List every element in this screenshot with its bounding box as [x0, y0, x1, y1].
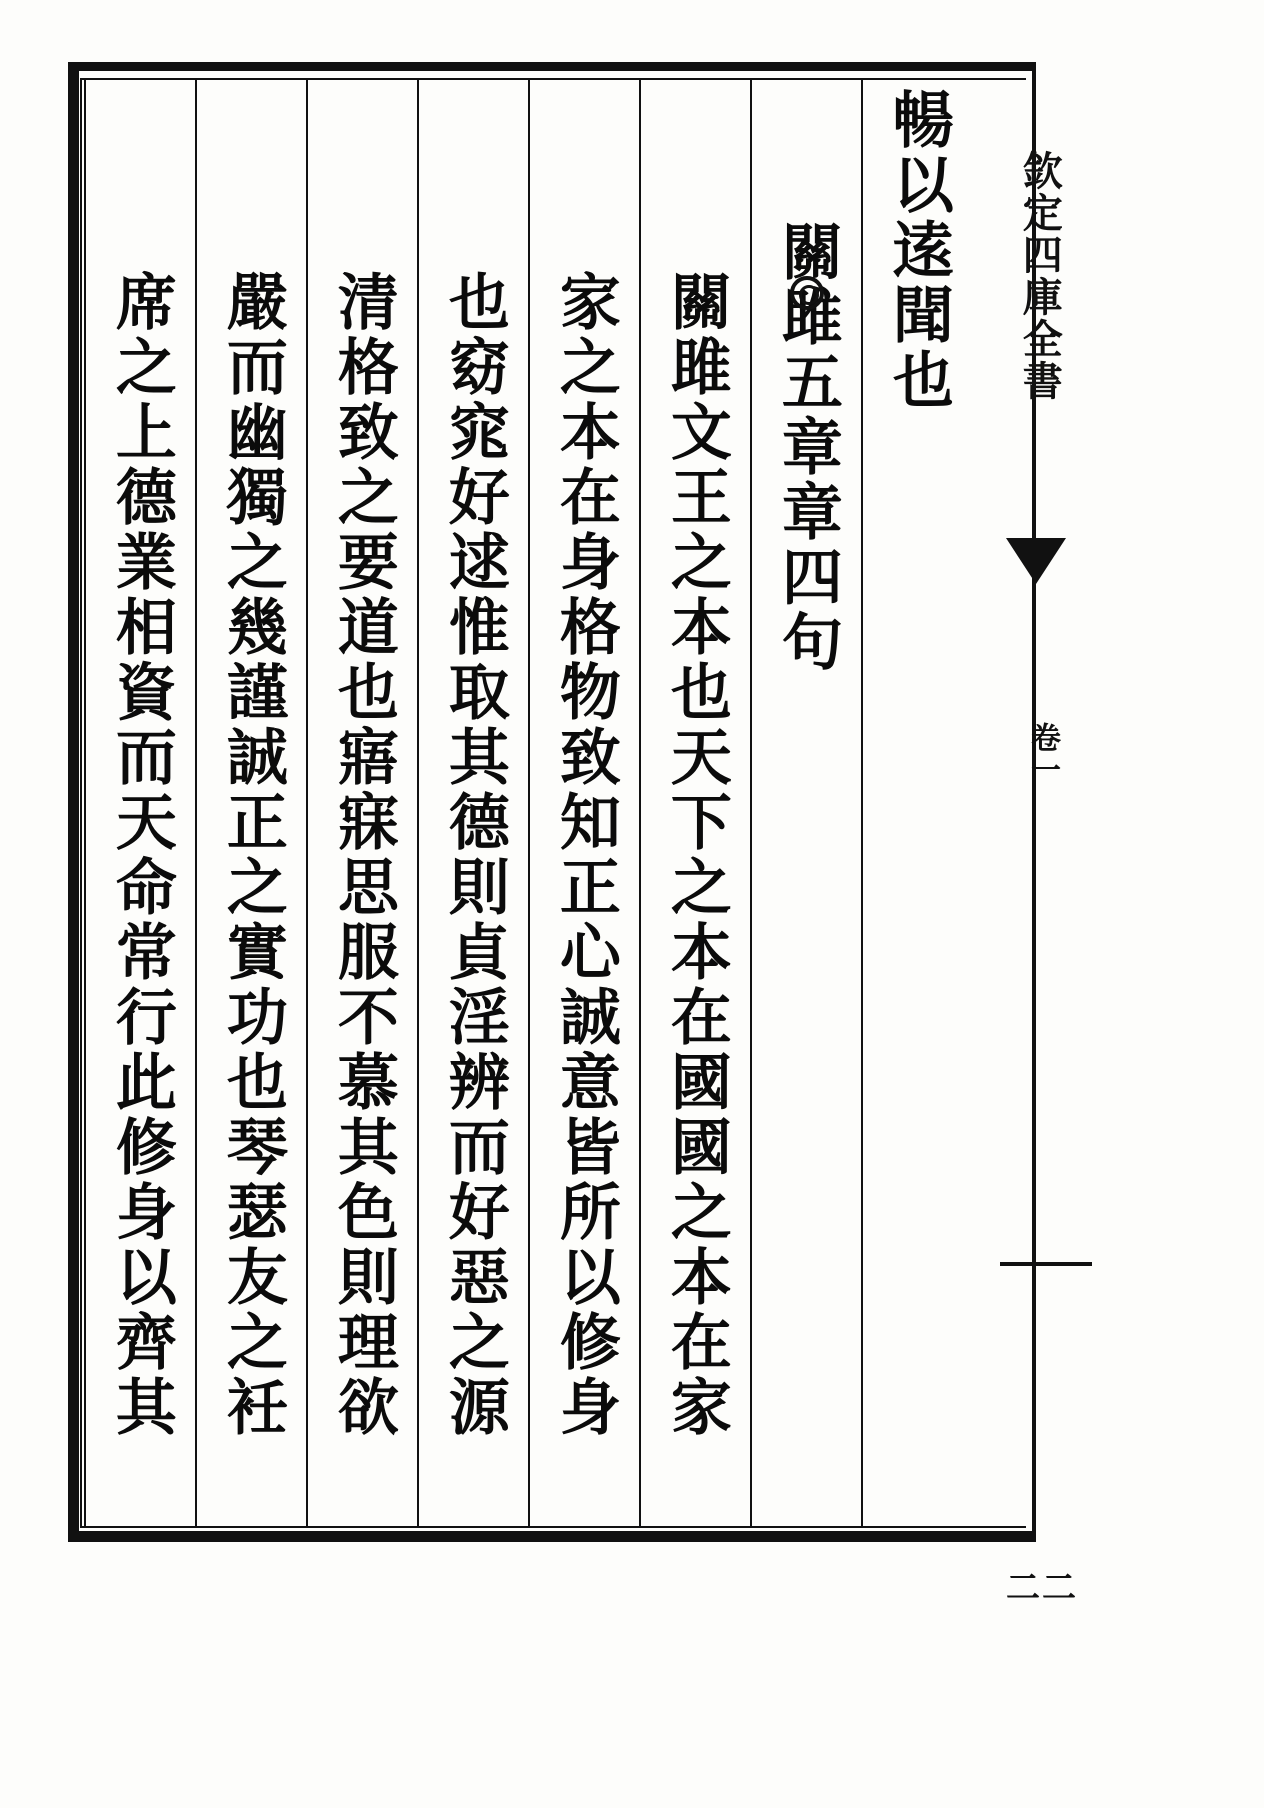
- text-column-4: [528, 80, 639, 1526]
- column-text: 關雎五章章四句: [771, 220, 843, 675]
- spine-divider: [1000, 1262, 1092, 1266]
- column-text: 暢以逺聞也: [882, 88, 954, 413]
- text-column-3: [639, 80, 750, 1526]
- column-text: 席之上德業相資而天命常行此修身以齊其: [105, 270, 177, 1440]
- column-text: 嚴而幽獨之幾謹誠正之實功也琴瑟友之衽: [216, 270, 288, 1440]
- text-column-2: [750, 80, 861, 1526]
- text-columns: [82, 80, 972, 1526]
- column-text: 也窈窕好逑惟取其德則貞淫辨而好惡之源: [438, 270, 510, 1440]
- column-text: 家之本在身格物致知正心誠意皆所以修身: [549, 270, 621, 1440]
- text-column-1: [861, 80, 972, 1526]
- column-text: 清格致之要道也寤寐思服不慕其色則理欲: [327, 270, 399, 1440]
- book-spine-banxin: [1000, 62, 1140, 1542]
- spine-volume-label: 卷一: [1025, 722, 1060, 786]
- spine-title: 欽定四庫全書: [1016, 150, 1064, 402]
- fish-tail-icon: [1006, 538, 1066, 584]
- page-number: 二二: [1006, 1568, 1078, 1608]
- text-column-8: [84, 80, 195, 1526]
- text-column-7: [195, 80, 306, 1526]
- text-column-5: [417, 80, 528, 1526]
- text-column-6: [306, 80, 417, 1526]
- double-ring-icon: [790, 276, 824, 310]
- column-text: 關雎文王之本也天下之本在國國之本在家: [660, 270, 732, 1440]
